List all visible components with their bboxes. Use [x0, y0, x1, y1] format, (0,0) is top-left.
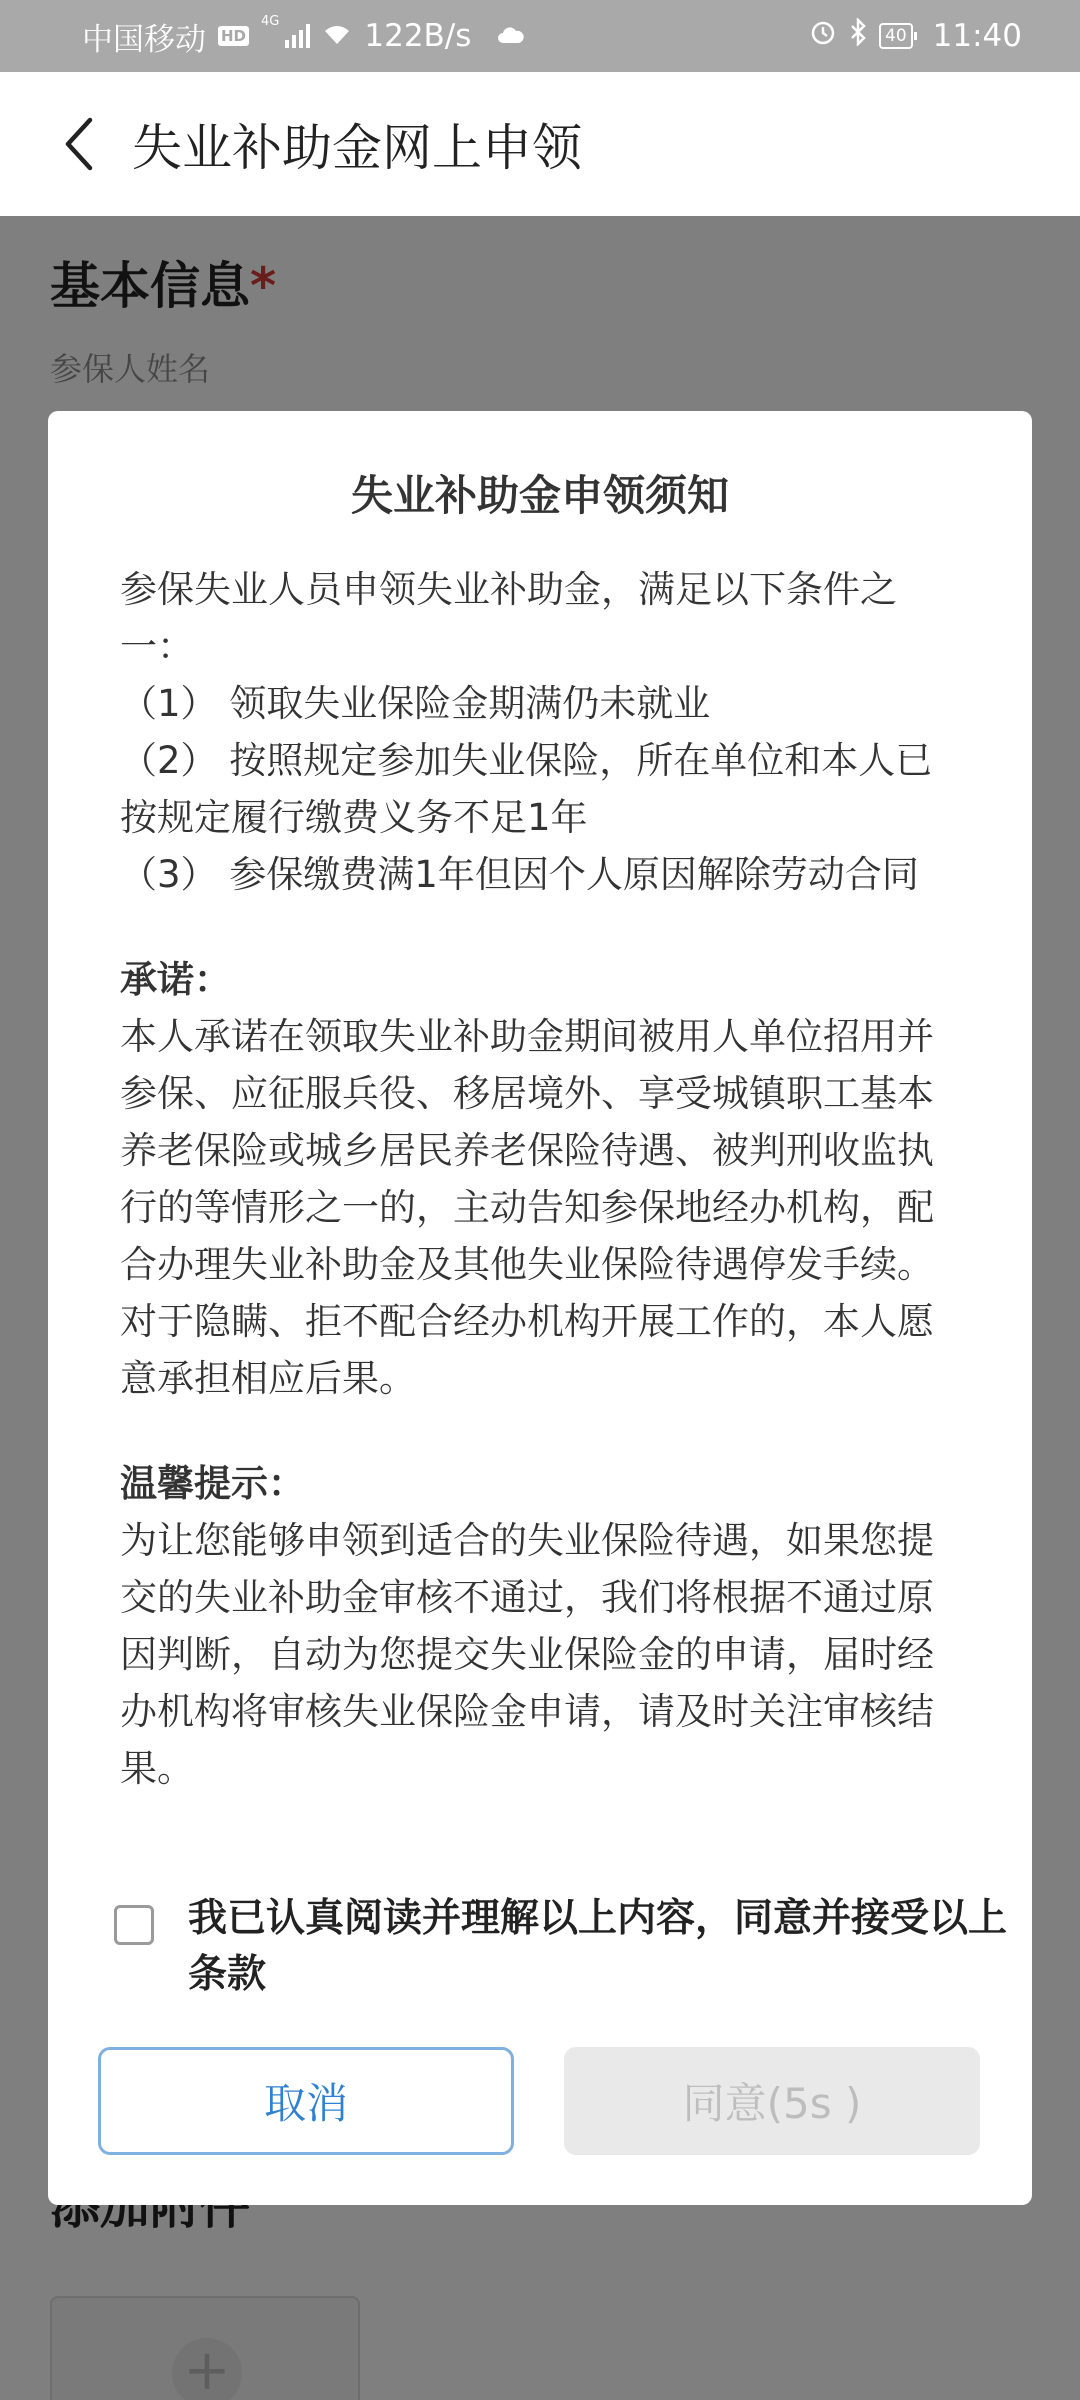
network-type: 4G [261, 13, 280, 29]
condition-3: （3） 参保缴费满1年但因个人原因解除劳动合同 [120, 853, 919, 896]
promise-label: 承诺： [120, 958, 231, 1001]
page-title: 失业补助金网上申领 [132, 119, 582, 177]
promise-text: 本人承诺在领取失业补助金期间被用人单位招用并参保、应征服兵役、移居境外、享受城镇职工基本养老保险或城乡居民养老保险待遇、被判刑收监执行的等情形之一的，主动告知参保地经办机构，配合办理失业补助金及其他失业保险待遇停发手续。对于隐瞒、拒不配合经办机构开展工作的，本人愿意承担相应后果。 [120, 1015, 934, 1400]
status-right [809, 18, 1022, 54]
agree-button[interactable]: 同意(5s ) [564, 2047, 980, 2155]
network-speed: 122B/s [364, 18, 472, 54]
notice-dialog [48, 411, 1032, 2205]
cloud-icon [497, 21, 525, 51]
dialog-title: 失业补助金申领须知 [350, 471, 729, 520]
alarm-icon [809, 18, 837, 54]
back-button[interactable] [40, 104, 120, 184]
cancel-button[interactable]: 取消 [98, 2047, 514, 2155]
status-left [82, 14, 525, 59]
app-header [0, 72, 1080, 216]
hd-icon: HD [218, 26, 249, 46]
status-bar [0, 0, 1080, 72]
battery-icon: 40 [879, 23, 913, 49]
agree-checkbox[interactable] [114, 1905, 154, 1945]
tip-text: 为让您能够申领到适合的失业保险待遇，如果您提交的失业补助金审核不通过，我们将根据不通过原因判断，自动为您提交失业保险金的申请，届时经办机构将审核失业保险金申请，请及时关注审核结果。 [120, 1519, 934, 1790]
agree-terms-text[interactable]: 我已认真阅读并理解以上内容，同意并接受以上条款 [188, 1896, 1008, 1997]
intro-text: 参保失业人员申领失业补助金，满足以下条件之一： [120, 568, 897, 668]
tip-label: 温馨提示： [120, 1462, 305, 1505]
signal-icon [285, 24, 310, 48]
wifi-icon [322, 20, 352, 53]
dialog-body [120, 561, 960, 1797]
bluetooth-icon [849, 18, 867, 54]
carrier-name: 中国移动 [82, 21, 206, 58]
clock: 11:40 [932, 18, 1022, 54]
condition-2: （2） 按照规定参加失业保险，所在单位和本人已按规定履行缴费义务不足1年 [120, 739, 933, 839]
chevron-left-icon [60, 116, 100, 172]
condition-1: （1） 领取失业保险金期满仍未就业 [120, 682, 711, 725]
